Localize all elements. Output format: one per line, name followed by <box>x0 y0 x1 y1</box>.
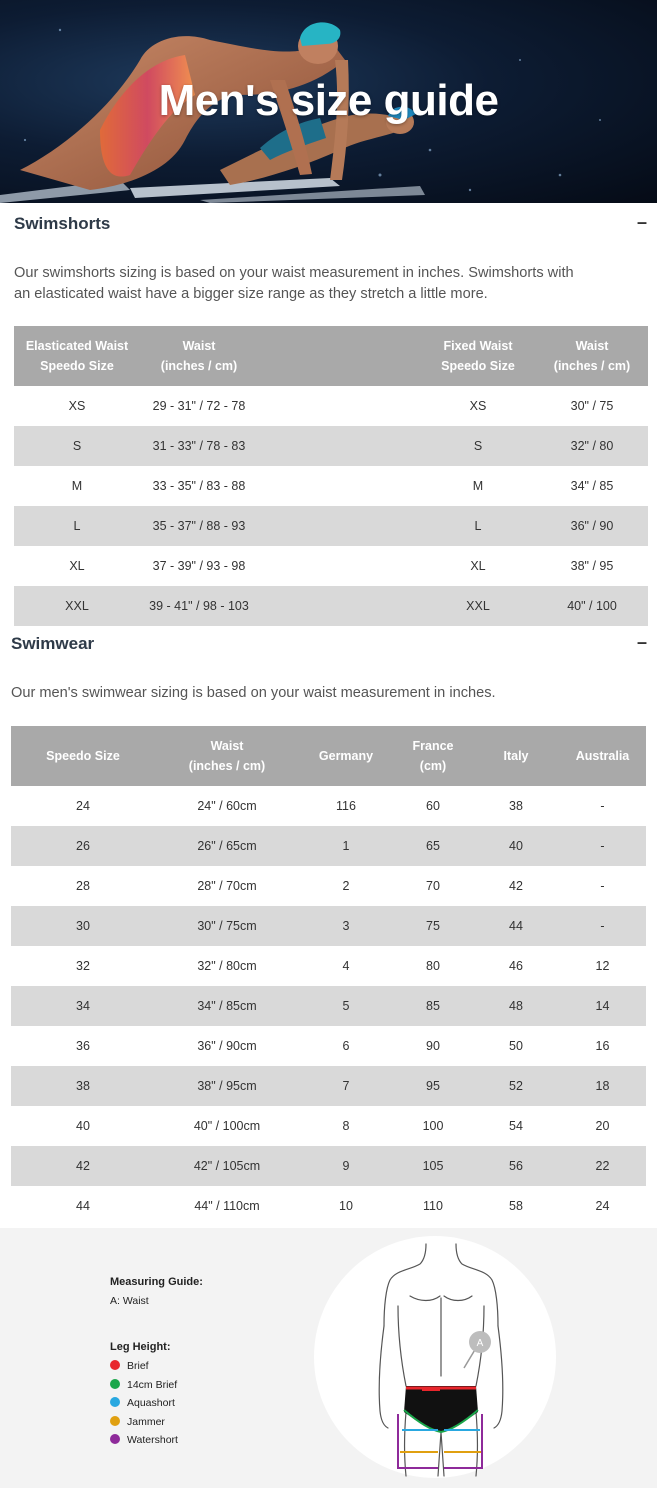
column-header <box>473 726 559 786</box>
table-cell: 3 <box>299 906 393 946</box>
table-cell: 10 <box>299 1186 393 1226</box>
table-cell: XS <box>14 386 140 426</box>
body-diagram-circle <box>314 1236 556 1478</box>
table-cell <box>258 506 420 546</box>
table-cell: 90 <box>393 1026 473 1066</box>
table-cell: 44 <box>473 906 559 946</box>
column-header <box>11 726 155 786</box>
table-cell: 9 <box>299 1146 393 1186</box>
table-row <box>11 946 646 986</box>
table-cell <box>258 546 420 586</box>
table-cell: XXL <box>420 586 536 626</box>
hero-banner <box>0 0 657 203</box>
measuring-guide-item: A: Waist <box>110 1295 149 1307</box>
table-cell: 12 <box>559 946 646 986</box>
table-row <box>14 546 648 586</box>
table-row <box>11 906 646 946</box>
table-cell: 38 <box>473 786 559 826</box>
leg-height-title: Leg Height: <box>110 1341 171 1353</box>
table-cell: 20 <box>559 1106 646 1146</box>
table-cell: 42" / 105cm <box>155 1146 299 1186</box>
table-cell: - <box>559 826 646 866</box>
table-cell: 2 <box>299 866 393 906</box>
table-cell: 70 <box>393 866 473 906</box>
table-cell: 54 <box>473 1106 559 1146</box>
table-cell: 29 - 31" / 72 - 78 <box>140 386 258 426</box>
table-cell: 105 <box>393 1146 473 1186</box>
legend-label: 14cm Brief <box>127 1378 178 1391</box>
table-cell: 116 <box>299 786 393 826</box>
table-cell: 5 <box>299 986 393 1026</box>
column-header <box>14 326 140 386</box>
table-cell: 18 <box>559 1066 646 1106</box>
legend-color-dot-icon <box>110 1434 120 1444</box>
swimwear-intro: Our men's swimwear sizing is based on your waist measurement in inches. <box>11 685 496 701</box>
table-cell: 32 <box>11 946 155 986</box>
table-cell: - <box>559 906 646 946</box>
table-cell <box>258 426 420 466</box>
table-row <box>14 466 648 506</box>
waist-marker-label: A <box>476 1338 484 1349</box>
table-cell: 24" / 60cm <box>155 786 299 826</box>
table-cell: 39 - 41" / 98 - 103 <box>140 586 258 626</box>
legend-color-dot-icon <box>110 1416 120 1426</box>
column-header <box>536 326 648 386</box>
table-cell: - <box>559 866 646 906</box>
table-cell: 42 <box>473 866 559 906</box>
column-header <box>559 726 646 786</box>
column-header-line: Speedo Size <box>46 749 120 763</box>
column-header-line: (cm) <box>419 759 447 773</box>
column-header-line: (inches / cm) <box>188 759 266 773</box>
table-cell: 40" / 100 <box>536 586 648 626</box>
legend-item <box>110 1359 149 1373</box>
measuring-guide-panel <box>0 1228 657 1488</box>
table-cell: 28 <box>11 866 155 906</box>
table-cell: 28" / 70cm <box>155 866 299 906</box>
legend-item <box>110 1433 178 1447</box>
table-cell: XL <box>420 546 536 586</box>
table-cell: 38" / 95 <box>536 546 648 586</box>
page-title: Men's size guide <box>158 76 499 125</box>
table-header-row <box>11 726 646 786</box>
column-header <box>155 726 299 786</box>
table-cell: XL <box>14 546 140 586</box>
table-cell: 56 <box>473 1146 559 1186</box>
table-cell: 8 <box>299 1106 393 1146</box>
table-cell: 33 - 35" / 83 - 88 <box>140 466 258 506</box>
table-cell: L <box>14 506 140 546</box>
column-header-line: Speedo Size <box>40 359 114 373</box>
table-cell: 37 - 39" / 93 - 98 <box>140 546 258 586</box>
table-cell: 22 <box>559 1146 646 1186</box>
table-row <box>11 1186 646 1226</box>
column-header-line: Italy <box>503 749 529 763</box>
table-cell: 50 <box>473 1026 559 1066</box>
swimshorts-size-table <box>14 326 648 626</box>
legend-item <box>110 1396 175 1410</box>
swimshorts-intro-line-2: an elasticated waist have a bigger size range as they stretch a little more. <box>14 286 488 302</box>
table-row <box>11 1066 646 1106</box>
table-header-row <box>14 326 648 386</box>
table-cell: 52 <box>473 1066 559 1106</box>
table-cell: 16 <box>559 1026 646 1066</box>
table-cell: 6 <box>299 1026 393 1066</box>
table-row <box>11 986 646 1026</box>
table-row <box>14 506 648 546</box>
table-cell <box>258 586 420 626</box>
table-cell: XXL <box>14 586 140 626</box>
table-cell: - <box>559 786 646 826</box>
swimwear-collapse-icon[interactable]: – <box>636 632 647 652</box>
table-cell: XS <box>420 386 536 426</box>
measuring-guide-title: Measuring Guide: <box>110 1276 203 1288</box>
column-header-line: Waist <box>182 339 216 353</box>
table-cell: 32" / 80 <box>536 426 648 466</box>
swimshorts-intro <box>14 263 654 305</box>
table-cell: 40" / 100cm <box>155 1106 299 1146</box>
table-cell: 65 <box>393 826 473 866</box>
table-cell <box>258 386 420 426</box>
legend-label: Brief <box>127 1360 149 1372</box>
table-cell: L <box>420 506 536 546</box>
swimwear-size-table <box>11 726 646 1226</box>
table-cell: 36" / 90cm <box>155 1026 299 1066</box>
column-header-line: Fixed Waist <box>443 339 513 353</box>
table-cell: 30 <box>11 906 155 946</box>
table-cell: 60 <box>393 786 473 826</box>
table-row <box>11 1106 646 1146</box>
table-cell: S <box>420 426 536 466</box>
table-cell: 40 <box>473 826 559 866</box>
swimwear-title: Swimwear <box>11 634 95 653</box>
body-diagram <box>314 1236 556 1478</box>
table-cell: 7 <box>299 1066 393 1106</box>
swimshorts-section-header[interactable] <box>0 210 657 238</box>
table-row <box>14 386 648 426</box>
legend-label: Watershort <box>127 1434 178 1446</box>
table-cell: 36" / 90 <box>536 506 648 546</box>
table-cell: 80 <box>393 946 473 986</box>
table-cell: 34" / 85cm <box>155 986 299 1026</box>
table-row <box>14 426 648 466</box>
table-cell: 24 <box>11 786 155 826</box>
table-cell: 34 <box>11 986 155 1026</box>
legend-item <box>110 1415 165 1429</box>
table-cell: 30" / 75cm <box>155 906 299 946</box>
table-cell: M <box>420 466 536 506</box>
swimwear-section-header[interactable] <box>0 630 657 658</box>
table-row <box>11 826 646 866</box>
table-cell: 31 - 33" / 78 - 83 <box>140 426 258 466</box>
swimshorts-title: Swimshorts <box>14 214 111 233</box>
table-cell: 34" / 85 <box>536 466 648 506</box>
column-header <box>140 326 258 386</box>
column-header-line: Speedo Size <box>441 359 515 373</box>
table-cell: 110 <box>393 1186 473 1226</box>
swimshorts-collapse-icon[interactable]: – <box>636 212 647 232</box>
table-cell: 95 <box>393 1066 473 1106</box>
table-row <box>11 1026 646 1066</box>
table-row <box>14 586 648 626</box>
column-header <box>393 726 473 786</box>
legend-color-dot-icon <box>110 1379 120 1389</box>
table-cell <box>258 466 420 506</box>
table-cell: 26" / 65cm <box>155 826 299 866</box>
column-header-line: (inches / cm) <box>553 359 631 373</box>
table-cell: 44 <box>11 1186 155 1226</box>
table-cell: 26 <box>11 826 155 866</box>
table-cell: 85 <box>393 986 473 1026</box>
legend-color-dot-icon <box>110 1360 120 1370</box>
table-cell: 24 <box>559 1186 646 1226</box>
column-header <box>258 326 420 386</box>
table-cell: 40 <box>11 1106 155 1146</box>
table-cell: 48 <box>473 986 559 1026</box>
table-cell: 42 <box>11 1146 155 1186</box>
column-header <box>299 726 393 786</box>
table-row <box>11 866 646 906</box>
legend-item <box>110 1378 177 1392</box>
legend-label: Jammer <box>127 1415 165 1428</box>
table-cell: M <box>14 466 140 506</box>
column-header-line: Waist <box>210 739 244 753</box>
table-cell: 38 <box>11 1066 155 1106</box>
column-header-line: Waist <box>575 339 609 353</box>
table-cell: 58 <box>473 1186 559 1226</box>
table-cell: S <box>14 426 140 466</box>
swimshorts-intro-line-1: Our swimshorts sizing is based on your waist measurement in inches. Swimshorts with <box>14 265 574 281</box>
legend-label: Aquashort <box>127 1397 175 1409</box>
table-cell: 30" / 75 <box>536 386 648 426</box>
table-cell: 32" / 80cm <box>155 946 299 986</box>
table-row <box>11 1146 646 1186</box>
column-header-line: Elasticated Waist <box>25 339 129 353</box>
table-cell: 100 <box>393 1106 473 1146</box>
table-cell: 75 <box>393 906 473 946</box>
table-cell: 44" / 110cm <box>155 1186 299 1226</box>
table-row <box>11 786 646 826</box>
column-header-line: France <box>412 739 454 753</box>
table-cell: 46 <box>473 946 559 986</box>
table-cell: 4 <box>299 946 393 986</box>
table-cell: 38" / 95cm <box>155 1066 299 1106</box>
legend-color-dot-icon <box>110 1397 120 1407</box>
table-cell: 36 <box>11 1026 155 1066</box>
column-header <box>420 326 536 386</box>
column-header-line: Australia <box>575 749 630 763</box>
table-cell: 35 - 37" / 88 - 93 <box>140 506 258 546</box>
column-header-line: Germany <box>318 749 374 763</box>
column-header-line: (inches / cm) <box>160 359 238 373</box>
table-cell: 14 <box>559 986 646 1026</box>
table-cell: 1 <box>299 826 393 866</box>
